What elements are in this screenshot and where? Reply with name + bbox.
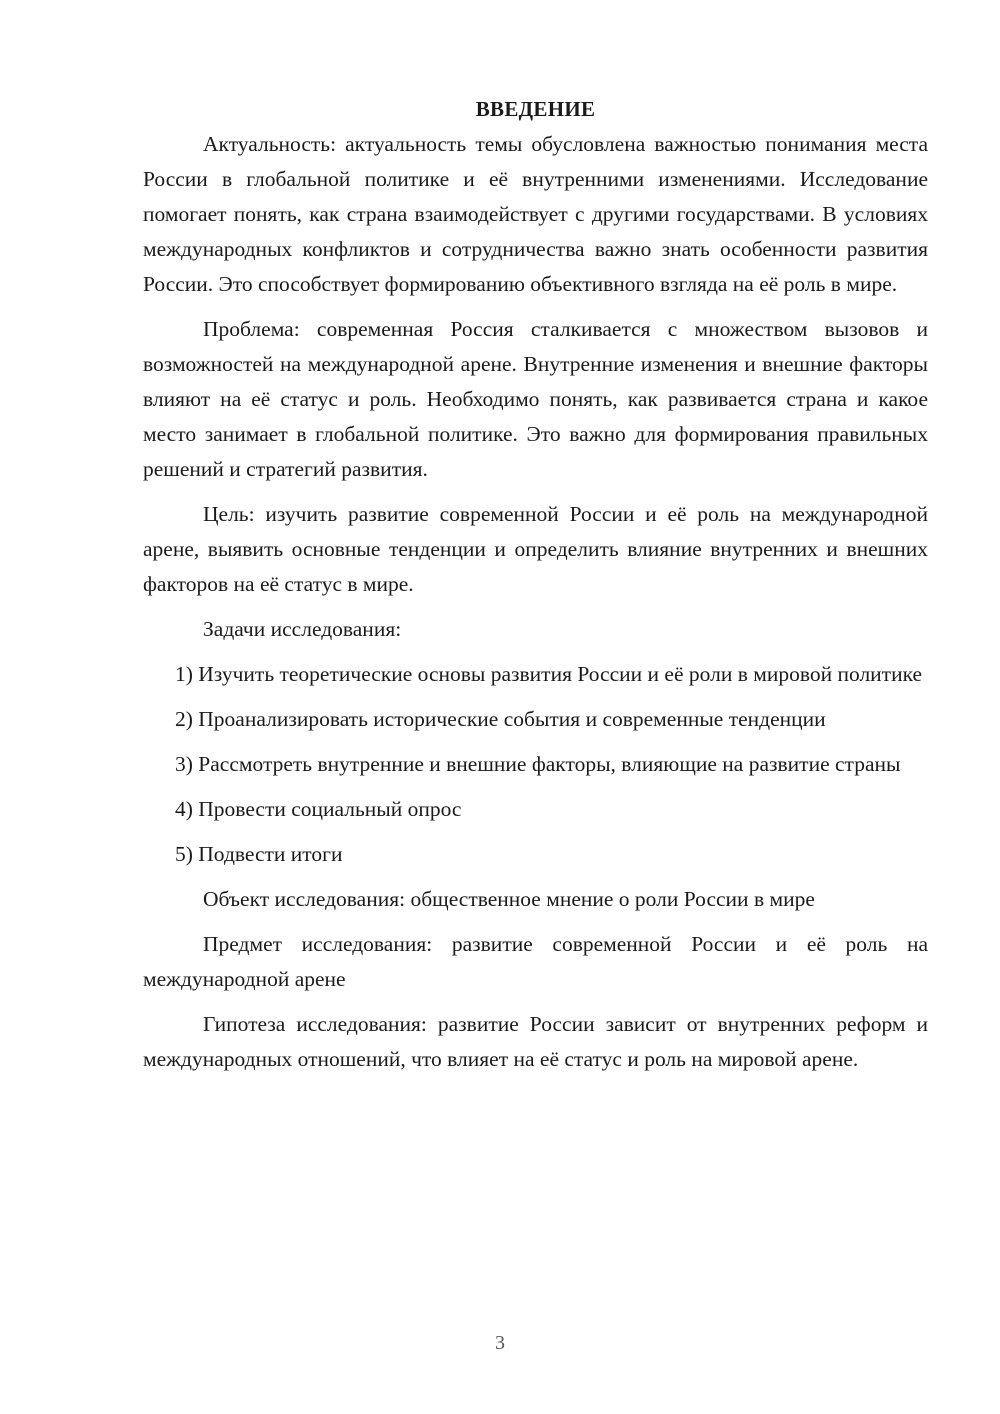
page-number: 3	[495, 1332, 505, 1354]
page-title: ВВЕДЕНИЕ	[475, 97, 596, 121]
paragraph-relevance: Актуальность: актуальность темы обусловлена важностью понимания места России в глобальной политике и её внутренними изменениями. Исследование помогает понять, как страна взаимодействует с другими государствами. В условиях международных конфликтов и сотрудничества важно знать особенности развития России. Это способствует формированию объективного взгляда на её роль в мире.	[143, 132, 928, 296]
task-item: 3) Рассмотреть внутренние и внешние факторы, влияющие на развитие страны	[175, 752, 901, 776]
document-page	[143, 92, 928, 1077]
task-item: 4) Провести социальный опрос	[175, 797, 462, 821]
paragraph-problem: Проблема: современная Россия сталкивается с множеством вызовов и возможностей на международной арене. Внутренние изменения и внешние факторы влияют на её статус и роль. Необходимо понять, как развивается страна и какое место занимает в глобальной политике. Это важно для формирования правильных решений и стратегий развития.	[143, 317, 928, 481]
paragraph-hypothesis: Гипотеза исследования: развитие России зависит от внутренних реформ и международных отношений, что влияет на её статус и роль на мировой арене.	[143, 1012, 928, 1071]
task-item: 5) Подвести итоги	[175, 842, 343, 866]
task-item: 2) Проанализировать исторические события и современные тенденции	[175, 707, 826, 731]
paragraph-goal: Цель: изучить развитие современной России и её роль на международной арене, выявить основные тенденции и определить влияние внутренних и внешних факторов на её статус в мире.	[143, 502, 928, 596]
paragraph-tasks-heading: Задачи исследования:	[203, 617, 402, 641]
paragraph-object: Объект исследования: общественное мнение о роли России в мире	[203, 887, 815, 911]
paragraph-subject: Предмет исследования: развитие современной России и её роль на международной арене	[143, 932, 928, 991]
task-item: 1) Изучить теоретические основы развития России и её роли в мировой политике	[175, 662, 923, 686]
